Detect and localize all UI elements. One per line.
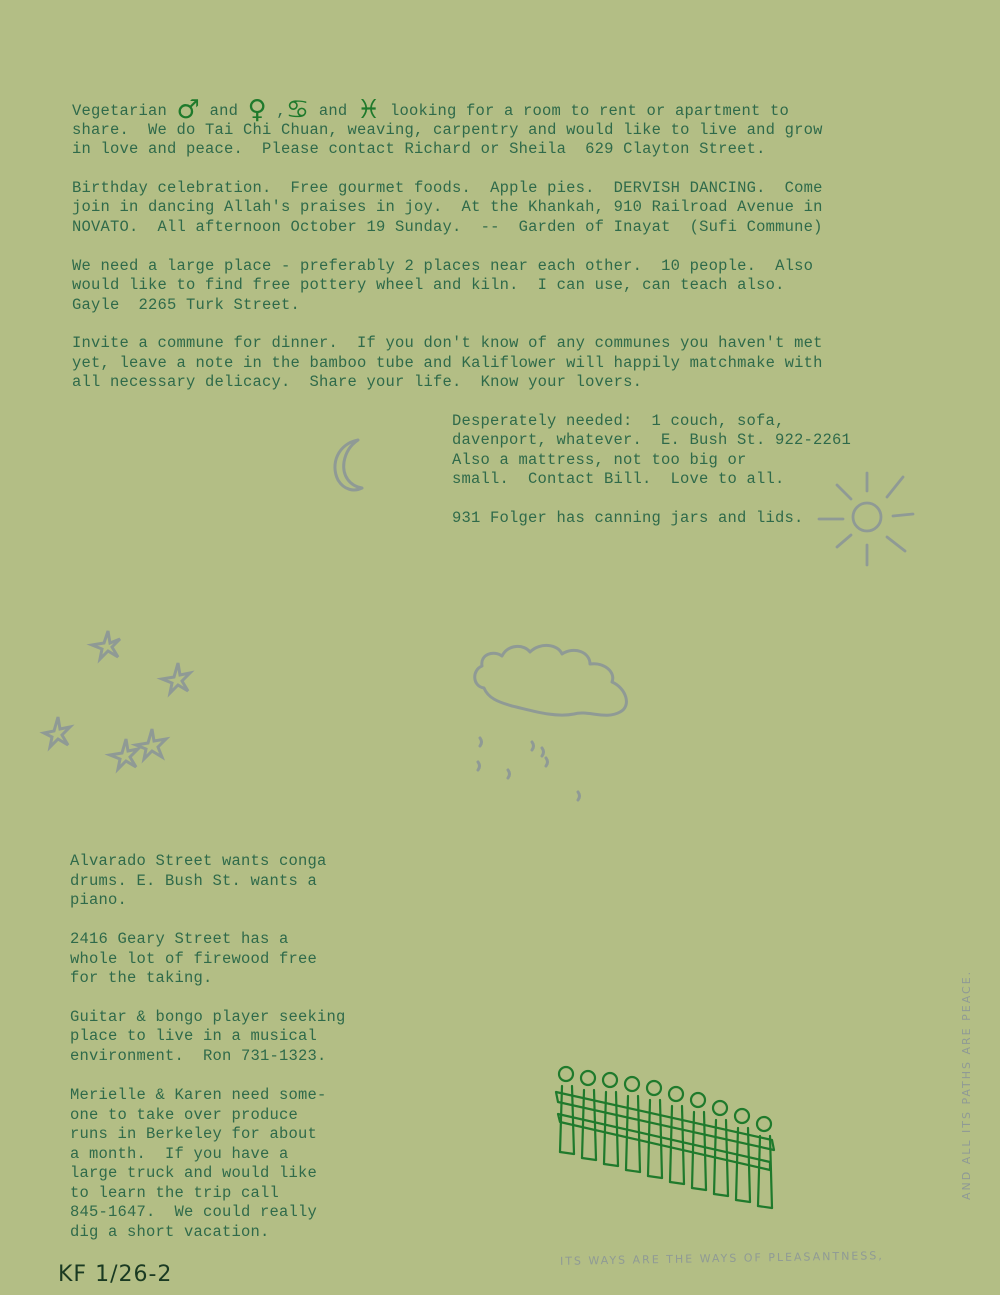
cloud-rain-icon	[470, 638, 635, 813]
people-chain-icon	[552, 1062, 780, 1212]
ad-conga-line2: drums. E. Bush St. wants a	[70, 872, 318, 890]
ad-produce-line3: runs in Berkeley for about	[70, 1125, 318, 1143]
ad-birthday-line2: join in dancing Allah's praises in joy. At the Khankah, 910 Railroad Avenue in	[72, 198, 823, 216]
ad-firewood-line1: 2416 Geary Street has a	[70, 930, 289, 948]
ad-large-place-line3: Gayle 2265 Turk Street.	[72, 296, 301, 314]
ad-produce-line5: large truck and would like	[70, 1164, 318, 1182]
sun-icon	[815, 465, 920, 570]
ad-guitar-line3: environment. Ron 731-1323.	[70, 1047, 327, 1065]
signature: KF 1/26-2	[58, 1262, 173, 1287]
ad-birthday-line3: NOVATO. All afternoon October 19 Sunday. -- Garden of Inayat (Sufi Commune)	[72, 218, 823, 236]
handwriting-side: AND ALL ITS PATHS ARE PEACE.	[960, 969, 973, 1200]
ad-conga-line1: Alvarado Street wants conga	[70, 852, 327, 870]
ad-produce-line6: to learn the trip call	[70, 1184, 280, 1202]
ad-guitar-line1: Guitar & bongo player seeking	[70, 1008, 346, 1026]
female-symbol-icon: ♀	[247, 95, 267, 125]
moon-icon	[320, 436, 370, 496]
pisces-symbol-icon: ♓	[356, 95, 381, 125]
ad-produce-line8: dig a short vacation.	[70, 1223, 270, 1241]
ad-couch-line2: davenport, whatever. E. Bush St. 922-2261	[452, 431, 852, 449]
male-symbol-icon: ♂	[176, 95, 201, 125]
ad-firewood-line2: whole lot of firewood free	[70, 950, 318, 968]
ad-dinner-line2: yet, leave a note in the bamboo tube and Kaliflower will happily matchmake with	[72, 354, 823, 372]
ad-jars-line1: 931 Folger has canning jars and lids.	[452, 509, 804, 527]
stars-icon	[40, 625, 190, 775]
ad-dinner-line1: Invite a commune for dinner. If you don't know of any communes you haven't met	[72, 334, 823, 352]
ad-large-place-line2: would like to find free pottery wheel and kiln. I can use, can teach also.	[72, 276, 785, 294]
ad-produce-line1: Merielle & Karen need some-	[70, 1086, 327, 1104]
ad-produce-line4: a month. If you have a	[70, 1145, 289, 1163]
ad-couch-line4: small. Contact Bill. Love to all.	[452, 470, 785, 488]
ad-vegetarian-line3: in love and peace. Please contact Richard or Sheila 629 Clayton Street.	[72, 140, 766, 158]
ad-couch-line3: Also a mattress, not too big or	[452, 451, 747, 469]
ad-large-place-line1: We need a large place - preferably 2 places near each other. 10 people. Also	[72, 257, 814, 275]
cancer-symbol-icon: ♋	[285, 95, 310, 125]
ad-produce-line2: one to take over produce	[70, 1106, 299, 1124]
ad-birthday-line1: Birthday celebration. Free gourmet foods. Apple pies. DERVISH DANCING. Come	[72, 179, 823, 197]
handwriting-bottom: ITS WAYS ARE THE WAYS OF PLEASANTNESS,	[559, 1249, 884, 1268]
ad-guitar-line2: place to live in a musical	[70, 1027, 318, 1045]
ad-couch-line1: Desperately needed: 1 couch, sofa,	[452, 412, 785, 430]
ad-vegetarian-line2: share. We do Tai Chi Chuan, weaving, carpentry and would like to live and grow	[72, 121, 823, 139]
ad-dinner-line3: all necessary delicacy. Share your life. Know your lovers.	[72, 373, 643, 391]
ad-produce-line7: 845-1647. We could really	[70, 1203, 318, 1221]
ad-vegetarian-line1: Vegetarian ♂ and ♀ ,♋ and ♓ looking for a room to rent or apartment to	[72, 95, 790, 125]
ad-firewood-line3: for the taking.	[70, 969, 213, 987]
ad-conga-line3: piano.	[70, 891, 128, 909]
